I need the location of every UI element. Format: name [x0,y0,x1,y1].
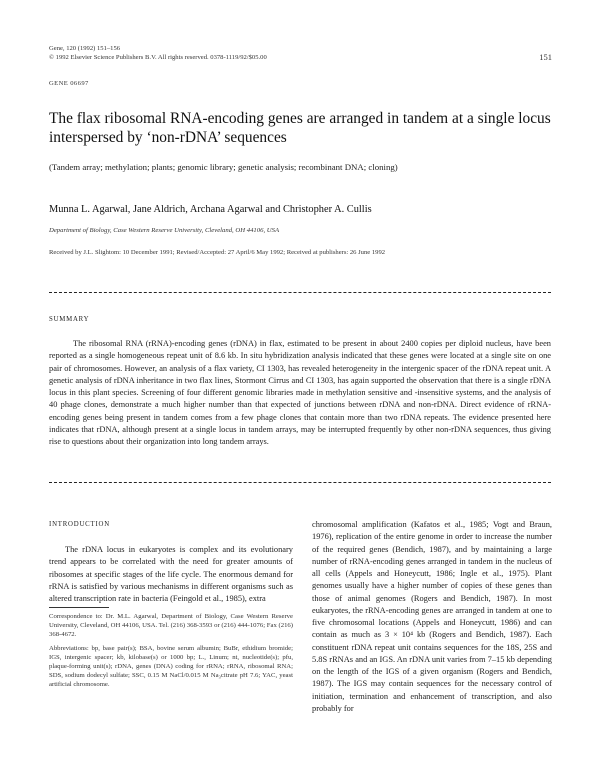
paper-title: The flax ribosomal RNA-encoding genes are arranged in tandem at a single locus interspersed by ‘non-rDNA’ sequences [49,110,551,146]
received-line: Received by J.L. Slightom: 10 December 1991; Revised/Accepted: 27 April/6 May 1992; Received at publishers: 26 June 1992 [49,249,386,256]
affiliation: Department of Biology, Case Western Reserve University, Cleveland, OH 44106, USA [49,227,280,234]
divider-bottom [49,482,551,483]
article-code: GENE 06697 [49,80,89,87]
introduction-heading: INTRODUCTION [49,521,110,528]
abbreviations-note: Abbreviations: bp, base pair(s); BSA, bovine serum albumin; BuBr, ethidium bromide; IGS, intergenic spacer; kb, kilobase(s) or 1000 bp; L., Linum; nt, nucleotide(s); pfu, plaque-forming unit(s); rDNA, genes (DNA) coding for rRNA; rRNA, ribosomal RNA; SDS, sodium dodecyl sulfate; SSC, 0.15 M NaCl/0.015 M Na₃citrate pH 7.6; YAC, yeast artificial chromosome. [49,644,293,689]
introduction-paragraph: The rDNA locus in eukaryotes is complex and its evolutionary trend appears to be correlated with the need for greater amounts of ribosomes at specific stages of the life cycle. The enormous demand for rRNA is satisfied by various mechanisms in different organisms such as altered transcription rate in bacteria (Feingold et al., 1985), extra [49,545,293,603]
right-column-text: chromosomal amplification (Kafatos et al., 1985; Vogt and Braun, 1976), replication of the entire genome in order to increase the number of the required genes (Bendich, 1987), and by maintaining a large number of rRNA-encoding genes arranged in tandem in the nucleus of all cells (Appels and Honeycutt, 1986; Ingle et al., 1975). Plant genomes usually have a higher number of copies of these genes than those of animal genomes (Rogers and Bendich, 1987). In most eukaryotes, the rRNA-encoding genes are arranged in tandem at one to five chromosomal locations (Appels and Honeycutt, 1986) and can contain as much as 3 × 10⁴ kb (Rogers and Bendich, 1987). Each constituent rDNA repeat unit contains sequences for the 18S, 25S and 5.8S rRNAs and an IGS. An rDNA unit varies from 7–15 kb depending on the length of the IGS of a given organism (Rogers and Bendich, 1987). The IGS may contain sequences for the necessary control of initiation, termination and enhancement of transcription, and also probably for [312,520,552,713]
authors: Munna L. Agarwal, Jane Aldrich, Archana Agarwal and Christopher A. Cullis [49,204,372,215]
right-column-body [312,519,552,715]
introduction-body [49,544,293,605]
summary-text: The ribosomal RNA (rRNA)-encoding genes (rDNA) in flax, estimated to be present in about 2400 copies per diploid nucleus, have been reported as a single homogeneous repeat unit of 8.6 kb. In situ hybridization analysis indicated that these genes were located at a single site on one pair of chromosomes. However, an analysis of a flax variety, CI 1303, has revealed heterogeneity in the intergenic spacer of the rDNA repeat unit. A genetic analysis of rDNA inheritance in two flax lines, Stormont Cirrus and CI 1303, has again supported the observation that there is a single rDNA locus in this plant species. Screening of four different genomic libraries made in methylation sensitive and -insensitive systems, and the analysis of 40 phage clones, demonstrate a much higher number than that expected of junctions between rDNA and non-rDNA. Direct evidence of rRNA-encoding genes being present in tandem comes from a few phage clones that contain more than two rDNA repeats. The evidence presented here indicates that rDNA, although present at a single locus in tandem arrays, may be interrupted frequently by other non-rDNA sequences, thus giving rise to questions about their organization into long tandem arrays. [49,339,551,446]
keywords: (Tandem array; methylation; plants; genomic library; genetic analysis; recombinant DNA; cloning) [49,162,398,172]
divider-top [49,292,551,293]
page-number: 151 [539,52,552,62]
footnotes [49,612,293,694]
summary-heading: SUMMARY [49,316,90,323]
copyright-line: © 1992 Elsevier Science Publishers B.V. All rights reserved. 0378-1119/92/$05.00 [49,54,267,61]
summary-body [49,338,551,448]
correspondence-note: Correspondence to: Dr. M.L. Agarwal, Department of Biology, Case Western Reserve University, Cleveland, OH 44106, USA. Tel. (216) 368-3593 or (216) 444-1076; Fax (216) 368-4672. [49,613,293,639]
journal-line: Gene, 120 (1992) 151–156 [49,45,121,52]
footnote-rule [49,607,109,608]
